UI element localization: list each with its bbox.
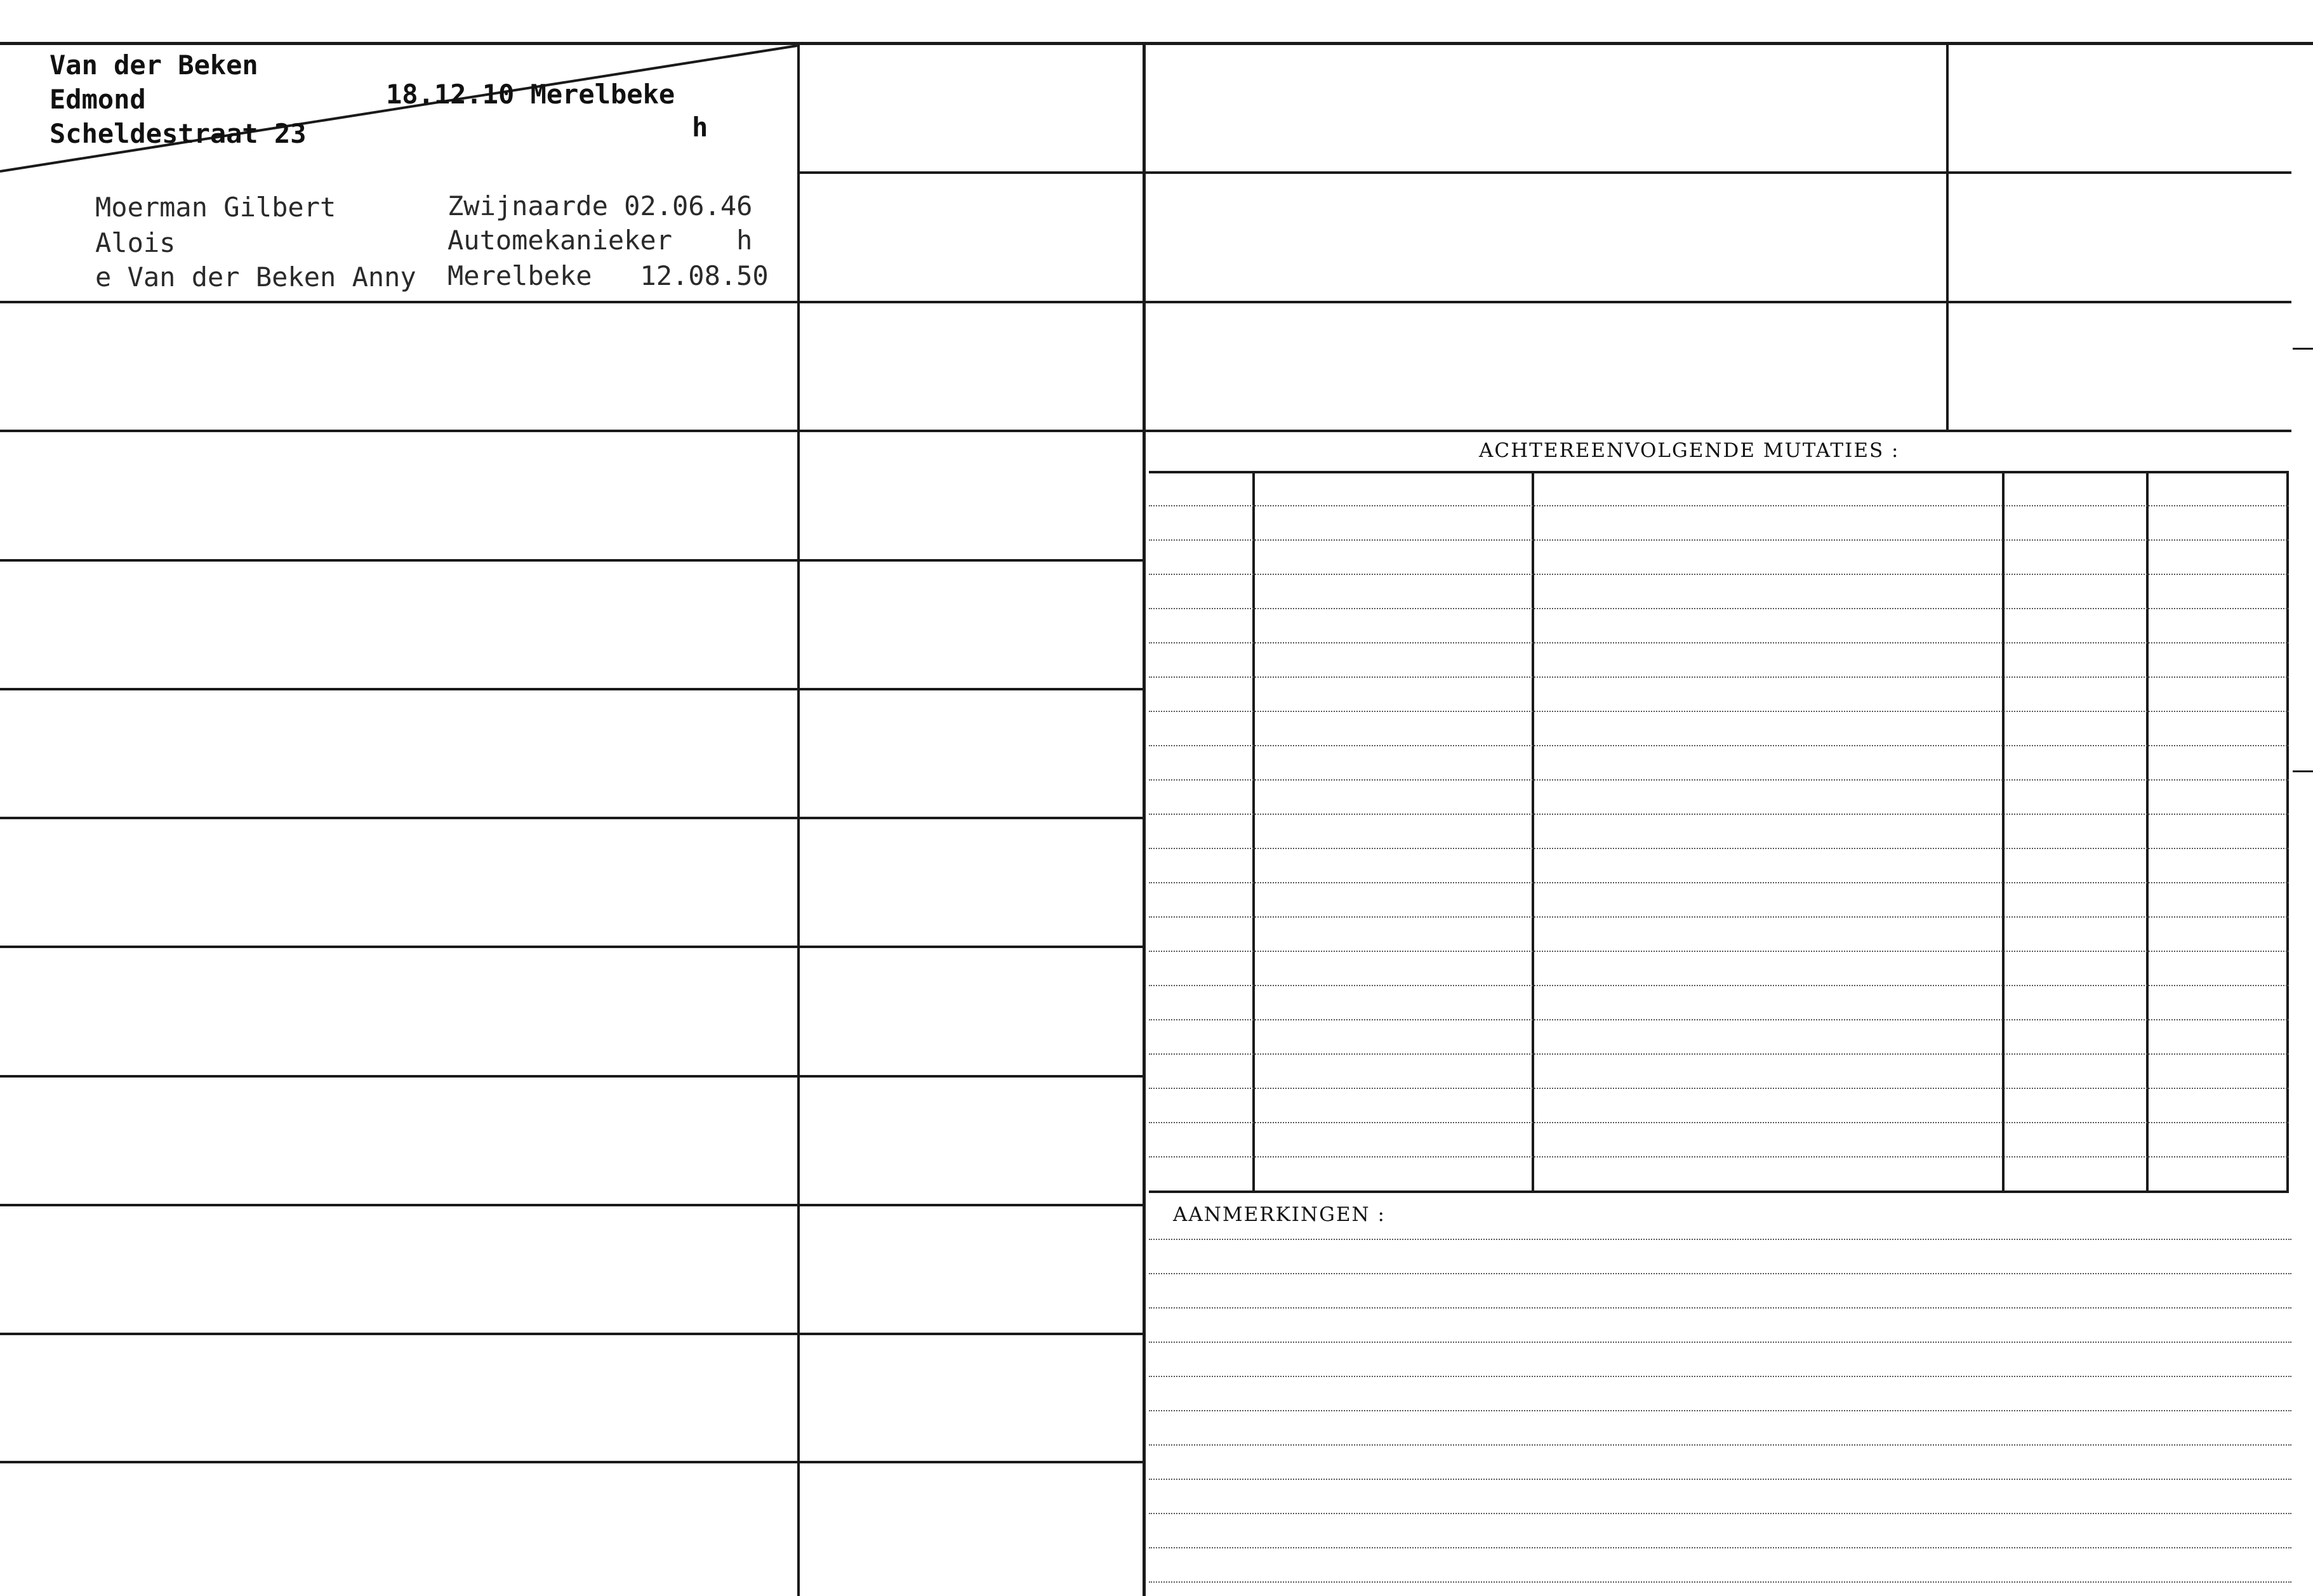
remarks-line bbox=[1149, 1410, 2291, 1411]
row-rule bbox=[0, 1333, 797, 1335]
entry-info-line1: Zwijnaarde 02.06.46 bbox=[447, 190, 753, 221]
entry-info-line2: Automekanieker h bbox=[447, 225, 753, 256]
remarks-heading: AANMERKINGEN : bbox=[1173, 1203, 1386, 1226]
mutations-table bbox=[1149, 471, 2289, 1193]
mutations-col-divider bbox=[2286, 471, 2289, 1193]
row-rule bbox=[1146, 171, 2291, 174]
mutations-row bbox=[1149, 1122, 2289, 1123]
remarks-line bbox=[1149, 1479, 2291, 1480]
header-firstname: Edmond bbox=[50, 84, 146, 115]
mutations-row bbox=[1149, 951, 2289, 952]
row-rule bbox=[0, 817, 797, 819]
mutations-row bbox=[1149, 1156, 2289, 1157]
edge-tick bbox=[2293, 770, 2313, 772]
remarks-line bbox=[1149, 1444, 2291, 1446]
row-rule bbox=[800, 430, 1143, 432]
header-surname: Van der Beken bbox=[50, 49, 258, 81]
mutations-col-divider bbox=[1252, 471, 1255, 1193]
row-rule bbox=[1146, 301, 2291, 303]
entry-name-line3: e Van der Beken Anny bbox=[95, 261, 416, 293]
remarks-line bbox=[1149, 1273, 2291, 1274]
mutations-row bbox=[1149, 608, 2289, 609]
remarks-line bbox=[1149, 1513, 2291, 1514]
row-rule bbox=[800, 946, 1143, 948]
row-rule bbox=[0, 430, 797, 432]
column-divider-3 bbox=[1946, 44, 1949, 432]
header-address: Scheldestraat 23 bbox=[50, 118, 307, 149]
entry-name-line2: Alois bbox=[95, 227, 176, 258]
column-divider-2 bbox=[1143, 44, 1146, 1596]
remarks-line bbox=[1149, 1581, 2291, 1583]
mutations-col-divider bbox=[1532, 471, 1534, 1193]
mutations-frame-bottom bbox=[1149, 1190, 2289, 1193]
row-rule bbox=[800, 301, 1143, 303]
mutations-row bbox=[1149, 1019, 2289, 1020]
row-rule bbox=[0, 301, 797, 303]
row-rule bbox=[800, 171, 1143, 174]
row-rule bbox=[0, 559, 797, 562]
row-rule bbox=[1146, 430, 2291, 432]
mutations-row bbox=[1149, 745, 2289, 746]
mutations-row bbox=[1149, 916, 2289, 918]
column-divider-1 bbox=[797, 44, 800, 1596]
mutations-row bbox=[1149, 676, 2289, 678]
entry-name-line1: Moerman Gilbert bbox=[95, 192, 336, 223]
row-rule bbox=[800, 1461, 1143, 1463]
row-rule bbox=[0, 946, 797, 948]
mutations-row bbox=[1149, 539, 2289, 541]
row-rule bbox=[800, 817, 1143, 819]
mutations-col-divider bbox=[2002, 471, 2005, 1193]
row-rule bbox=[0, 1075, 797, 1078]
mutations-row bbox=[1149, 642, 2289, 643]
remarks-lines bbox=[1149, 1206, 2291, 1586]
mutations-row bbox=[1149, 779, 2289, 781]
mutations-heading: ACHTEREENVOLGENDE MUTATIES : bbox=[1479, 439, 1900, 462]
row-rule bbox=[800, 1204, 1143, 1206]
mutations-row bbox=[1149, 711, 2289, 712]
remarks-line bbox=[1149, 1376, 2291, 1377]
mutations-row bbox=[1149, 814, 2289, 815]
header-status: h bbox=[692, 112, 708, 143]
header-birth: 18.12.10 Merelbeke bbox=[386, 79, 675, 110]
mutations-row bbox=[1149, 985, 2289, 986]
edge-tick bbox=[2293, 348, 2313, 350]
mutations-row bbox=[1149, 574, 2289, 575]
mutations-frame-top bbox=[1149, 471, 2289, 473]
row-rule bbox=[800, 1333, 1143, 1335]
row-rule bbox=[0, 1204, 797, 1206]
mutations-row bbox=[1149, 1053, 2289, 1055]
remarks-line bbox=[1149, 1547, 2291, 1548]
mutations-row bbox=[1149, 1088, 2289, 1089]
row-rule bbox=[800, 688, 1143, 690]
row-rule bbox=[800, 1075, 1143, 1078]
remarks-line bbox=[1149, 1307, 2291, 1309]
row-rule bbox=[0, 688, 797, 690]
remarks-line bbox=[1149, 1239, 2291, 1240]
row-rule bbox=[0, 1461, 797, 1463]
entry-info-line3: Merelbeke 12.08.50 bbox=[447, 260, 769, 291]
mutations-row bbox=[1149, 882, 2289, 883]
mutations-row bbox=[1149, 848, 2289, 849]
mutations-col-divider bbox=[2146, 471, 2149, 1193]
row-rule bbox=[800, 559, 1143, 562]
mutations-row bbox=[1149, 505, 2289, 506]
remarks-line bbox=[1149, 1342, 2291, 1343]
